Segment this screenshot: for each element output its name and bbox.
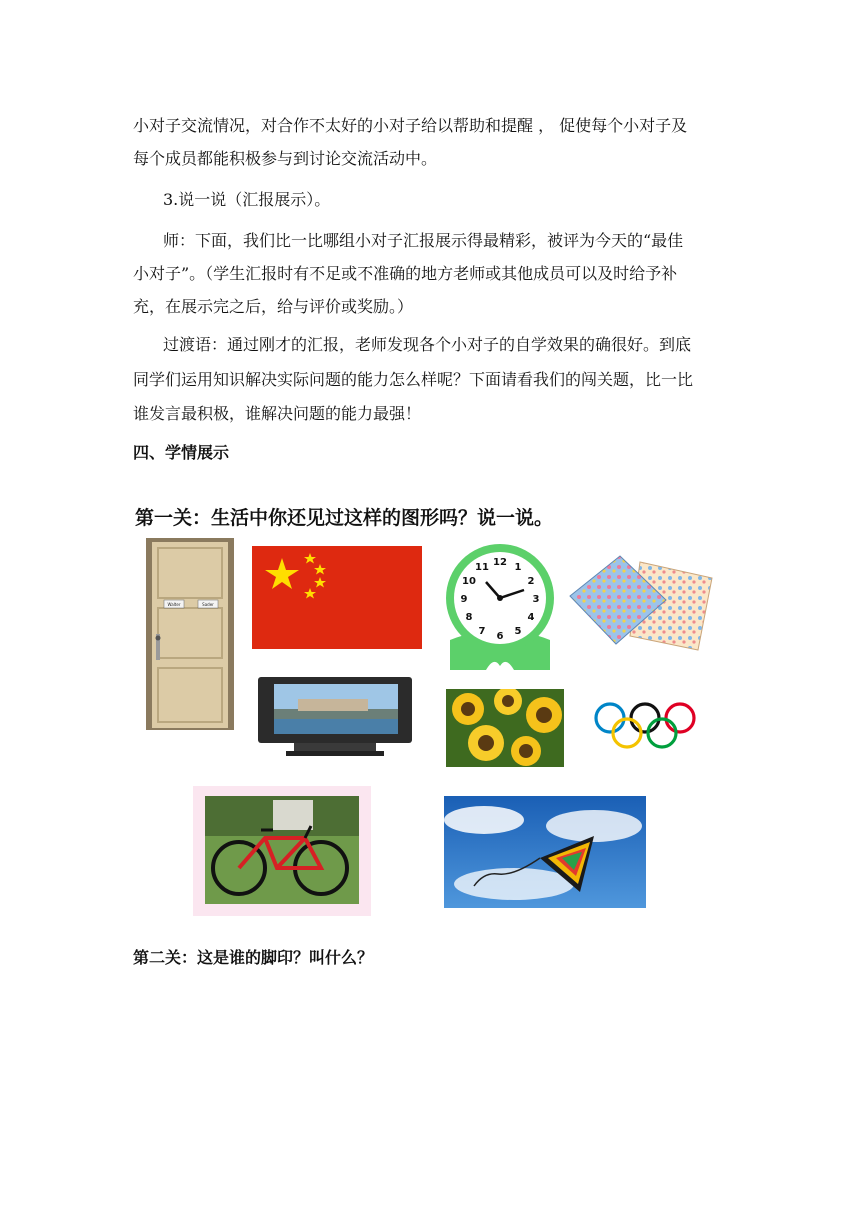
- clock-numeral: 5: [514, 626, 522, 637]
- clock-photo: [444, 540, 556, 676]
- clock-numeral: 2: [527, 576, 535, 587]
- paragraph-line: 每个成员都能积极参与到讨论交流活动中。: [133, 149, 438, 168]
- clock-numeral: 9: [460, 594, 468, 605]
- clock-numeral: 7: [478, 626, 486, 637]
- door-sign-right: Sader: [202, 602, 214, 607]
- flag-icon: [252, 546, 422, 649]
- paragraph-line: 小对子交流情况，对合作不太好的小对子给以帮助和提醒 ， 促使每个小对子及: [133, 116, 688, 135]
- clock-numeral: 6: [496, 631, 504, 642]
- door-icon: [146, 538, 234, 730]
- clock-numeral: 3: [532, 594, 540, 605]
- tv-icon: [258, 677, 412, 757]
- handkerchiefs-photo: [566, 544, 714, 664]
- kite-icon: [444, 796, 646, 908]
- clock-numeral: 10: [462, 576, 476, 587]
- clock-numeral: 11: [475, 562, 489, 573]
- paragraph-line: 谁发言最积极，谁解决问题的能力最强！: [133, 404, 422, 423]
- olympic-rings: [590, 700, 700, 752]
- clock-numeral: 8: [465, 612, 473, 623]
- kite-photo: [444, 796, 646, 908]
- rings-icon: [590, 700, 700, 752]
- section-heading: 四、学情展示: [133, 443, 230, 462]
- paragraph-line: 3.说一说（汇报展示）。: [163, 190, 331, 209]
- fabric-icon: [566, 544, 714, 664]
- tv-photo: [258, 677, 412, 757]
- clock-numeral: 12: [493, 557, 507, 568]
- clock-numeral: 1: [514, 562, 522, 573]
- door-sign-left: Walter: [167, 602, 181, 607]
- paragraph-line: 过渡语：通过刚才的汇报，老师发现各个小对子的自学效果的确很好。到底: [163, 335, 692, 354]
- door-photo: [146, 538, 234, 730]
- paragraph-line: 师：下面，我们比一比哪组小对子汇报展示得最精彩，被评为今天的“最佳: [163, 231, 684, 250]
- clock-numeral: 4: [527, 612, 535, 623]
- paragraph-line: 同学们运用知识解决实际问题的能力怎么样呢？下面请看我们的闯关题，比一比: [133, 370, 694, 389]
- stage1-title: 第一关：生活中你还见过这样的图形吗？说一说。: [135, 507, 554, 529]
- sunflowers-photo: [446, 689, 564, 767]
- paragraph-line: 小对子”。（学生汇报时有不足或不准确的地方老师或其他成员可以及时给予补: [133, 264, 678, 283]
- paragraph-line: 充，在展示完之后，给与评价或奖励。）: [133, 297, 414, 316]
- sunflower-icon: [446, 689, 564, 767]
- stage2-title: 第二关：这是谁的脚印？叫什么？: [133, 948, 374, 967]
- china-flag: [252, 546, 422, 649]
- bicycle-photo: [193, 786, 371, 916]
- clock-icon: [444, 540, 556, 676]
- bicycle-icon: [193, 786, 371, 916]
